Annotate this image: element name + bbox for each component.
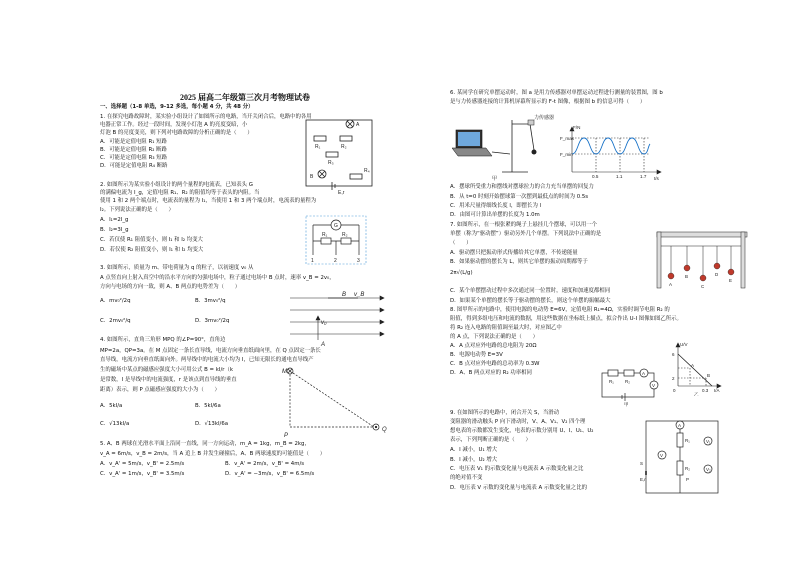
q7-line: 单摆（称为“驱动摆”）驱动另外几个单摆。下列说法中正确的是: [450, 231, 602, 237]
q3-option: A．mv₀²/2q: [100, 298, 131, 304]
q3-line: 3. 如图所示，质量为 m、带电荷量为 q 的粒子，以初速度 v₀ 从: [100, 265, 254, 271]
q1-line: 电器正常工作。经过一段时间，发现小灯泡 A 的亮度变暗，小: [100, 122, 248, 128]
q9-option: C．电压表 V₁ 的示数变化量与电流表 A 示数变化量之比: [450, 466, 584, 472]
svg-text:V₂: V₂: [706, 467, 711, 472]
q9-line: 想电表的示数都发生变化，电表的示数分别用 U、I、U₁、U₂: [450, 428, 594, 434]
q8-line: 8. 图甲所示的电路中，使用电源的电动势 E=6V，定值电阻 R₁=4Ω，实验时调节电阻 R₂ 的: [450, 307, 670, 313]
q6-option: C．用米尺量得细线长度 l，即摆长为 l: [450, 203, 542, 209]
q1-option: D．可能是定值电阻 R₄ 断路: [100, 163, 168, 169]
galvanometer-label: G: [334, 223, 338, 229]
q2-option: B．I₂=3I_g: [100, 227, 129, 233]
q4-triangle-figure: [282, 365, 392, 440]
svg-text:E,r: E,r: [640, 477, 646, 482]
q3-option: D．3mv₀²/2q: [195, 318, 230, 324]
q3-line: 方向与电场的方向一致，则 A、B 两点的电势差为（ ）: [100, 284, 241, 290]
q1-label: R₁: [315, 144, 321, 150]
q6-option: A．摆球所受重力和摆线对摆球拉力的合力充当单摆的回复力: [450, 184, 594, 190]
svg-text:S: S: [640, 461, 644, 466]
q1-option: A．可能是定值电阻 R₁ 短路: [100, 139, 167, 145]
q4-line: 直导线，电流方向垂直纸面向外。两导线中的电流大小均为 I，已知无限长的通电直导线产: [100, 357, 314, 363]
fmin-label: F_min: [560, 152, 573, 157]
q7-line: 7. 如图所示，在一根张紧的绳子上悬挂几个摆球，可以用一个: [450, 222, 598, 228]
tick-label: 2: [672, 376, 675, 381]
q7-option: D．如果某个单摆的摆长等于驱动摆的摆长，则这个单摆的振幅最大: [450, 298, 611, 304]
q8-option: B．电源电动势 E=3V: [450, 352, 503, 358]
section-heading: 一、选择题（1-8 单选，9-12 多选，每小题 4 分，共 48 分）: [100, 104, 254, 110]
ball-label: E: [729, 278, 733, 283]
q5-line: 5. A、B 两球在光滑水平面上沿同一直线，同一方向运动，m_A = 1kg，m_B = 2kg，: [100, 441, 310, 447]
svg-text:V: V: [660, 453, 664, 458]
svg-text:A: A: [678, 423, 682, 428]
q5-option: C．v_A' = 1m/s，v_B' = 3.5m/s: [100, 471, 185, 477]
q4-option: A．5kI/a: [100, 403, 123, 409]
origin-label: 0: [673, 388, 676, 393]
q8-ui-graph: [668, 340, 724, 396]
q9-option: B．I 减小，U₂ 增大: [450, 457, 498, 463]
q2-option: C．若仅使 R₁ 阻值变小，则 I₁ 和 I₂ 均变大: [100, 237, 203, 243]
q4-line: 距离）表示，则 P 点磁感应强度的大小为（ ）: [100, 387, 220, 393]
vb-label: v_B: [354, 292, 365, 298]
q8-line: 阻值，得到多组电压和电流的数据，用这些数据在坐标纸上描点，拟合作出 U-I 图像如图乙所示。: [450, 316, 682, 322]
figure-label: 甲: [624, 402, 629, 407]
q5-option: B．v_A' = 2m/s，v_B' = 4m/s: [225, 461, 305, 467]
q7-line: （ ）: [450, 240, 472, 246]
terminal-label: 2: [334, 258, 337, 264]
q2-label: R₁: [322, 232, 328, 238]
tick-label: 0.5: [592, 174, 599, 179]
page-title: 2025 届高二年级第三次月考物理试卷: [180, 93, 310, 102]
q2-line: 使用 1 和 2 两个端点时，电流表的量程为 I₁，当使用 1 和 3 两个端点时，电流表的量程为: [100, 198, 317, 204]
svg-text:E,r: E,r: [338, 190, 345, 196]
q4-line: 生的磁场中某点的磁感应强度大小可用公式 B = kI/r（k: [100, 367, 234, 373]
tick-label: 1.7: [640, 174, 647, 179]
q4-option: C．√13kI/a: [100, 421, 130, 427]
ball-label: C: [701, 284, 705, 289]
q1-circuit-figure: [300, 116, 380, 196]
svg-text:B: B: [310, 174, 314, 180]
point-p-label: P: [284, 433, 289, 439]
q4-line: 是常数，I 是导线中的电流强度，r 是该点到直导线的垂直: [100, 377, 237, 383]
q8-line: 将 R₂ 连入电路的阻值调至最大时，对应图乙中: [450, 325, 562, 331]
svg-text:R₁: R₁: [685, 438, 690, 443]
laptop-icon: [452, 130, 492, 156]
q8-option: C．B 点对应外电路的总功率为 0.3W: [450, 361, 540, 367]
q2-line: 的满偏电流为 I_g，定值电阻 R₁、R₂ 的阻值均等于表头的内阻。当: [100, 190, 260, 196]
q7-option: 2π√(L/g): [450, 270, 473, 276]
q8-option: D．A、B 两点对应的 R₂ 功率相同: [450, 370, 532, 376]
svg-text:R₃: R₃: [328, 160, 334, 166]
t-axis-label: t/s: [654, 176, 659, 181]
svg-text:R₂: R₂: [625, 379, 630, 384]
point-b-label: B: [707, 373, 711, 378]
q5-option: D．v_A' = −3m/s，v_B' = 6.5m/s: [225, 471, 315, 477]
q3-option: B．3mv₀²/q: [195, 298, 226, 304]
fmax-label: F_max: [560, 136, 575, 141]
q2-line: I₂。下列说法正确的是（ ）: [100, 207, 174, 213]
q2-option: A．I₁=2I_g: [100, 217, 129, 223]
figure-label: 乙: [694, 392, 699, 396]
q3-option: C．2mv₀²/q: [100, 318, 131, 324]
q5-line: v_A = 6m/s，v_B = 2m/s，当 A 追上 B 并发生碰撞后，A、B 两球速度的可能值是（ ）: [100, 451, 326, 457]
tick-label: 6: [672, 352, 675, 357]
q6-ft-graph: [560, 124, 665, 182]
q7-option: A．驱动摆只把振动形式传播给其它单摆，不传递能量: [450, 250, 578, 256]
q2-option: D．若仅使 R₂ 阻值变小，则 I₁ 和 I₂ 均变大: [100, 247, 204, 253]
u-axis-label: U/V: [680, 342, 688, 347]
point-m-label: M: [282, 369, 287, 375]
terminal-label: 3: [357, 258, 360, 264]
q9-line: 9. 在如图所示的电路中，闭合开关 S，当滑动: [450, 410, 560, 416]
tick-label: 1.1: [616, 174, 623, 179]
svg-text:R₂: R₂: [341, 144, 347, 150]
force-sensor-label: 力传感器: [534, 115, 555, 121]
q6-line: 6. 某同学在研究单摆运动时，图 a 是用力传感器对单摆运动过程进行测量的装置图，图 b: [450, 90, 663, 96]
q3-line: A 点竖直向上射入真空中的沿水平方向的匀强电场中，粒子通过电场中 B 点时，速率 v_B = 2v₀，: [100, 275, 335, 281]
q6-apparatus-figure: [452, 110, 562, 182]
q4-option: B．5kI/6a: [195, 403, 221, 409]
ball-label: B: [685, 274, 689, 279]
q9-option: 的绝对值不变: [450, 475, 483, 481]
svg-text:R₁: R₁: [609, 379, 614, 384]
q8-option: A．A 点对应外电路的总电阻为 20Ω: [450, 343, 537, 349]
svg-text:A: A: [356, 122, 360, 128]
svg-text:R₄: R₄: [364, 168, 370, 174]
q9-option: D．电压表 V 示数的变化量与电流表 A 示数变化量之比的: [450, 485, 587, 491]
ball-label: A: [669, 282, 673, 287]
svg-text:V₁: V₁: [706, 439, 711, 444]
svg-text:V: V: [652, 383, 656, 388]
q1-line: 1. 在探究电路故障时，某实验小组设计了如图所示的电路，当开关闭合后，电路中的各用: [100, 114, 312, 120]
q9-option: A．I 减小，U₁ 增大: [450, 447, 498, 453]
svg-text:P: P: [686, 477, 690, 482]
q7-option: B．如果驱动摆的摆长为 L，则其它单摆的振动周期都等于: [450, 259, 588, 265]
q2-label: R₂: [342, 232, 348, 238]
svg-text:R₂: R₂: [685, 466, 690, 471]
q4-option: D．√13kI/6a: [195, 421, 229, 427]
q1-option: B．可能是定值电阻 R₂ 断路: [100, 147, 167, 153]
q8-circuit-figure: [598, 365, 660, 407]
q2-line: 2. 如图所示为某实验小组设计的两个量程的电流表，已知表头 G: [100, 182, 253, 188]
v0-label: v₀: [321, 320, 327, 326]
q9-circuit-figure: [640, 415, 725, 500]
q6-option: B．从 t=0 时刻开始摆球第一次摆到最低点的时间为 0.5s: [450, 194, 589, 200]
i-axis-label: I/A: [714, 388, 720, 393]
q8-line: 的 A 点，下列说法正确的是（ ）: [450, 334, 538, 340]
q7-option: C．某个单摆摆动过程中多次通过同一位置时，速度和加速度都相同: [450, 288, 611, 294]
ui-line: [678, 354, 712, 386]
q4-line: 4. 如图所示，直角三角形 MPQ 的∠P=90°，直角边: [100, 337, 226, 343]
figure-a-label: 甲: [492, 176, 498, 182]
point-a-label: A: [321, 342, 326, 348]
point-a-label: A: [691, 363, 695, 368]
q6-line: 是与力传感器连接的计算机屏幕所显示的 F-t 图像，根据图 b 的信息可得（ ）: [450, 99, 646, 105]
point-b-label: B: [342, 292, 347, 298]
q9-line: 表示，下列判断正确的是（ ）: [450, 437, 531, 443]
point-q-label: Q: [382, 427, 387, 433]
q6-option: D．由图可计算出单摆的长度为 1.0m: [450, 212, 540, 218]
q1-option: C．可能是定值电阻 R₃ 短路: [100, 155, 168, 161]
q4-line: MP=2a，QP=3a。在 M 点固定一条长直导线，电流方向垂直纸面向里，在 Q 点固定一条长: [100, 348, 321, 354]
ball-label: D: [715, 272, 719, 277]
q1-line: 灯泡 B 的亮度变亮，则下列对电路故障的分析正确的是（ ）: [100, 130, 253, 136]
f-axis-label: F/N: [573, 125, 581, 130]
tick-label: 0.3: [702, 388, 709, 393]
q3-field-figure: [288, 290, 388, 348]
ft-curve: [572, 138, 650, 154]
q9-line: 变阻器的滑动触头 P 向下滑动时，V、A、V₁、V₂ 四个理: [450, 419, 586, 425]
q2-ammeter-figure: [305, 215, 367, 265]
q7-pendulum-figure: [655, 230, 750, 290]
terminal-label: 1: [311, 258, 314, 264]
q5-option: A．v_A' = 5m/s，v_B' = 2.5m/s: [100, 461, 185, 467]
svg-text:A: A: [642, 371, 646, 376]
